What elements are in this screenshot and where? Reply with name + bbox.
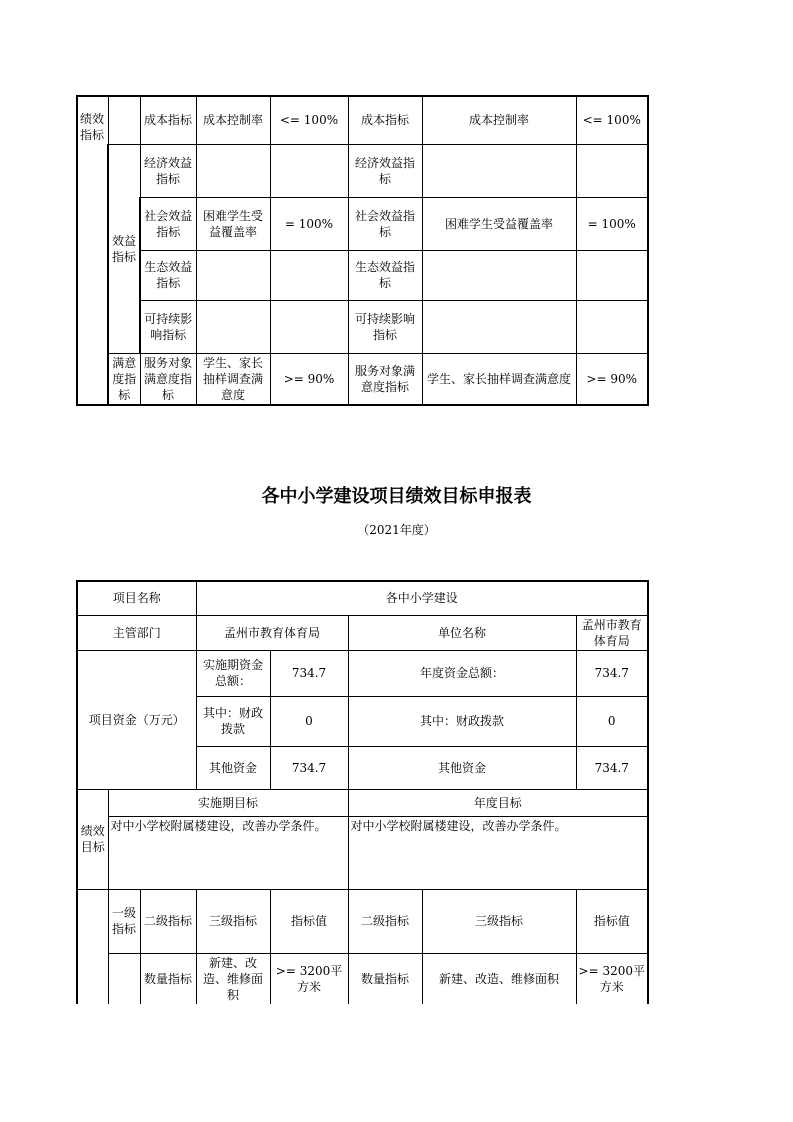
header-year-l3: 三级指标 xyxy=(422,889,576,953)
econ-year-l2: 经济效益指标 xyxy=(348,144,422,197)
qty-year-value: >= 3200平方米 xyxy=(576,953,648,1004)
satis-year-l2: 服务对象满意度指标 xyxy=(348,353,422,405)
social-year-value: = 100% xyxy=(576,197,648,250)
funds-label: 项目资金（万元） xyxy=(77,650,196,789)
impl-goal-label: 实施期目标 xyxy=(108,789,348,816)
project-form-table xyxy=(76,580,649,1004)
year-total-label: 年度资金总额： xyxy=(348,650,576,696)
benefit-label: 效益指标 xyxy=(108,144,140,353)
qty-value: >= 3200平方米 xyxy=(270,953,348,1004)
qty-l2: 数量指标 xyxy=(140,953,196,1004)
sustain-l3 xyxy=(196,300,270,353)
cost-value: <= 100% xyxy=(270,96,348,144)
cost-l2: 成本指标 xyxy=(140,96,196,144)
sustain-l2: 可持续影响指标 xyxy=(140,300,196,353)
other-label: 其他资金 xyxy=(196,746,270,789)
dept-value: 孟州市教育体育局 xyxy=(196,615,348,650)
social-year-l2: 社会效益指标 xyxy=(348,197,422,250)
eco-l3 xyxy=(196,250,270,300)
fiscal-label: 其中：财政拨款 xyxy=(196,696,270,746)
sustain-year-value xyxy=(576,300,648,353)
qty-year-l2: 数量指标 xyxy=(348,953,422,1004)
other-value: 734.7 xyxy=(270,746,348,789)
header-year-value: 指标值 xyxy=(576,889,648,953)
form-title: 各中小学建设项目绩效目标申报表 xyxy=(261,486,532,507)
year-fiscal-value: 0 xyxy=(576,696,648,746)
eco-year-l2: 生态效益指标 xyxy=(348,250,422,300)
year-total-value: 734.7 xyxy=(576,650,648,696)
satis-l2: 服务对象满意度指标 xyxy=(140,353,196,405)
social-year-l3: 困难学生受益覆盖率 xyxy=(422,197,576,250)
cost-year-l3: 成本控制率 xyxy=(422,96,576,144)
unit-value: 孟州市教育体育局 xyxy=(576,615,648,650)
social-value: = 100% xyxy=(270,197,348,250)
header-l2: 二级指标 xyxy=(140,889,196,953)
top-indicator-table xyxy=(76,95,649,406)
dept-label: 主管部门 xyxy=(77,615,196,650)
cost-l3: 成本控制率 xyxy=(196,96,270,144)
year-fiscal-label: 其中：财政拨款 xyxy=(348,696,576,746)
sustain-year-l2: 可持续影响指标 xyxy=(348,300,422,353)
header-l1: 一级指标 xyxy=(108,889,140,953)
sustain-value xyxy=(270,300,348,353)
year-other-value: 734.7 xyxy=(576,746,648,789)
econ-year-l3 xyxy=(422,144,576,197)
satis-l3: 学生、家长抽样调查满意度 xyxy=(196,353,270,405)
form-subtitle: （2021年度） xyxy=(357,523,436,537)
satisfaction-label: 满意度指标 xyxy=(108,353,140,405)
year-goal-label: 年度目标 xyxy=(348,789,648,816)
social-l3: 困难学生受益覆盖率 xyxy=(196,197,270,250)
satis-value: >= 90% xyxy=(270,353,348,405)
satis-year-l3: 学生、家长抽样调查满意度 xyxy=(422,353,576,405)
econ-year-value xyxy=(576,144,648,197)
cost-year-value: <= 100% xyxy=(576,96,648,144)
satis-year-value: >= 90% xyxy=(576,353,648,405)
header-l3: 三级指标 xyxy=(196,889,270,953)
unit-label: 单位名称 xyxy=(348,615,576,650)
year-other-label: 其他资金 xyxy=(348,746,576,789)
indicator-group-blank xyxy=(77,889,108,1004)
cost-year-l2: 成本指标 xyxy=(348,96,422,144)
eco-year-l3 xyxy=(422,250,576,300)
header-value: 指标值 xyxy=(270,889,348,953)
eco-l2: 生态效益指标 xyxy=(140,250,196,300)
project-name-value: 各中小学建设 xyxy=(196,581,648,615)
econ-l3 xyxy=(196,144,270,197)
qty-year-l3: 新建、改造、维修面积 xyxy=(422,953,576,1004)
goal-label: 绩效目标 xyxy=(77,789,108,889)
qty-l3: 新建、改造、维修面积 xyxy=(196,953,270,1004)
project-name-label: 项目名称 xyxy=(77,581,196,615)
total-value: 734.7 xyxy=(270,650,348,696)
l1-blank xyxy=(108,953,140,1004)
fiscal-value: 0 xyxy=(270,696,348,746)
econ-value xyxy=(270,144,348,197)
total-label: 实施期资金总额： xyxy=(196,650,270,696)
impl-goal-text: 对中小学校附属楼建设，改善办学条件。 xyxy=(108,816,348,889)
econ-l2: 经济效益指标 xyxy=(140,144,196,197)
social-l2: 社会效益指标 xyxy=(140,197,196,250)
eco-year-value xyxy=(576,250,648,300)
sustain-year-l3 xyxy=(422,300,576,353)
header-year-l2: 二级指标 xyxy=(348,889,422,953)
eco-value xyxy=(270,250,348,300)
empty-cell xyxy=(108,96,140,144)
performance-indicator-label: 绩效指标 xyxy=(77,96,108,405)
year-goal-text: 对中小学校附属楼建设，改善办学条件。 xyxy=(348,816,648,889)
